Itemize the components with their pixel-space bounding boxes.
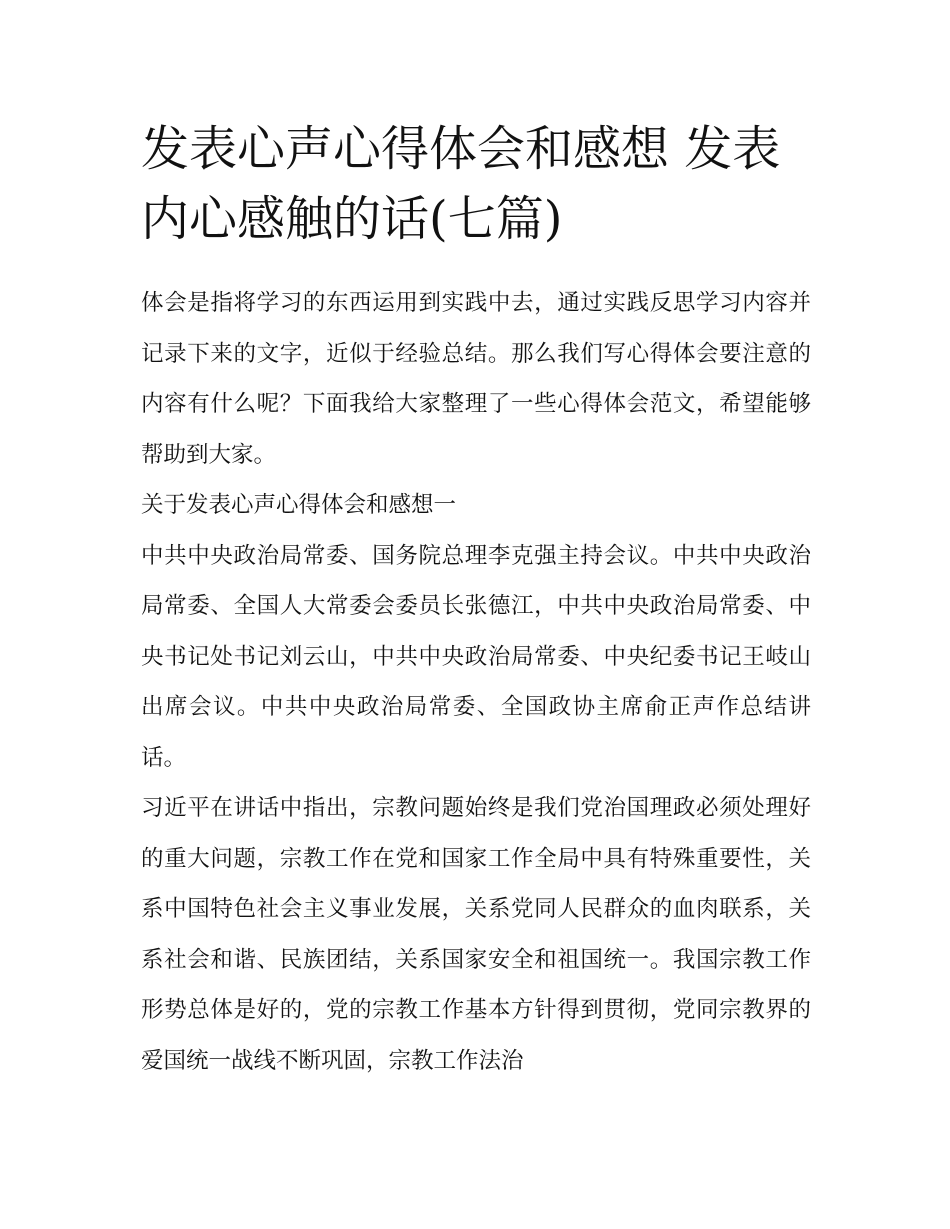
intro-paragraph: 体会是指将学习的东西运用到实践中去，通过实践反思学习内容并记录下来的文字，近似于经验总结。那么我们写心得体会要注意的内容有什么呢？下面我给大家整理了一些心得体会范文，希望能够帮助到大家。 (141, 290, 811, 468)
body-paragraph: 中共中央政治局常委、国务院总理李克强主持会议。中共中央政治局常委、全国人大常委会委员长张德江，中共中央政治局常委、中央书记处书记刘云山，中共中央政治局常委、中央纪委书记王岐山出席会议。中共中央政治局常委、全国政协主席俞正声作总结讲话。 (141, 542, 811, 771)
section-heading: 关于发表心声心得体会和感想一 (141, 492, 457, 518)
document-body (141, 114, 811, 1086)
document-title: 发表心声心得体会和感想 发表内心感触的话(七篇) (141, 121, 781, 247)
body-paragraph: 习近平在讲话中指出，宗教问题始终是我们党治国理政必须处理好的重大问题，宗教工作在党和国家工作全局中具有特殊重要性，关系中国特色社会主义事业发展，关系党同人民群众的血肉联系，关系社会和谐、民族团结，关系国家安全和祖国统一。我国宗教工作形势总体是好的，党的宗教工作基本方针得到贯彻，党同宗教界的爱国统一战线不断巩固，宗教工作法治 (141, 795, 811, 1074)
